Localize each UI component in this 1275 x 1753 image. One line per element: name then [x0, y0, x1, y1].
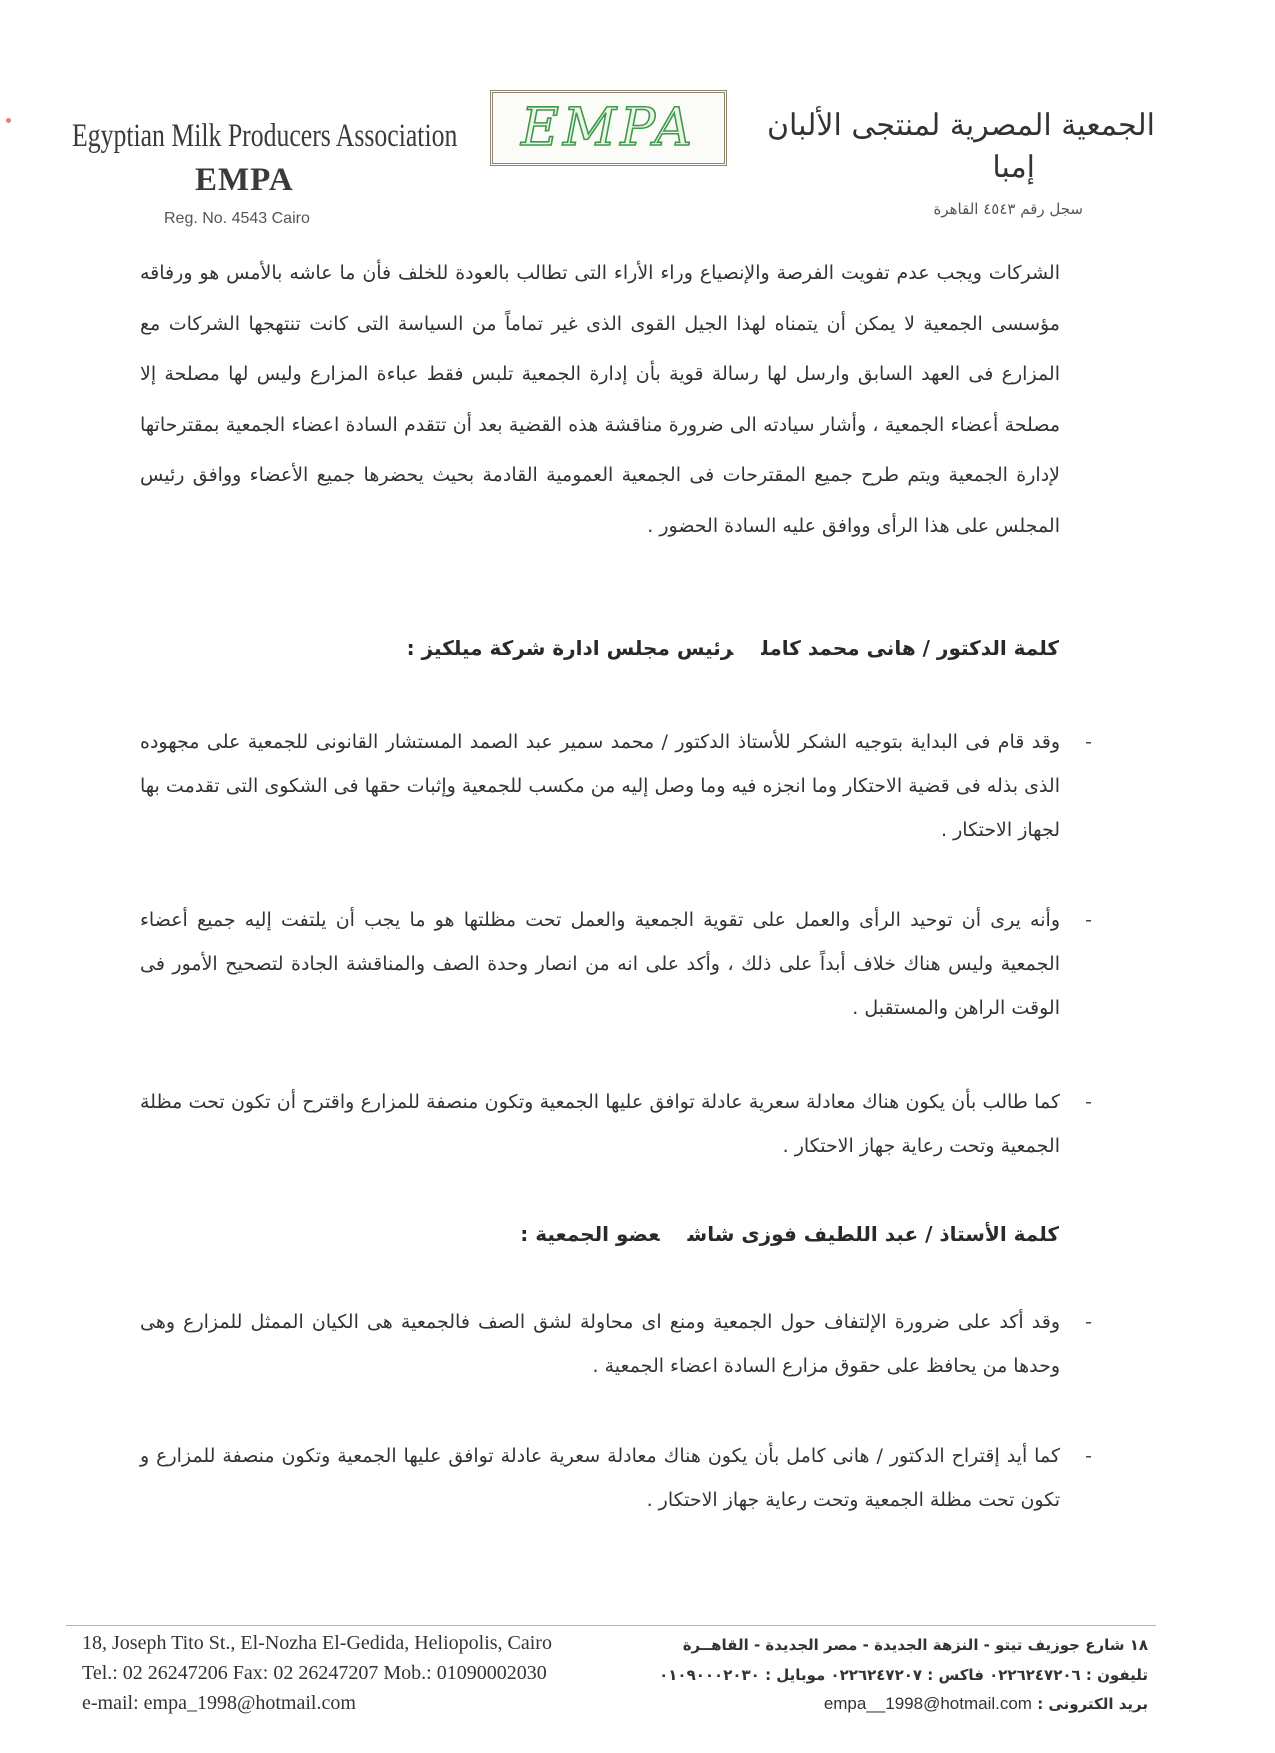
section-heading-abdel-latif	[520, 1222, 1059, 1246]
section-heading-role: رئيس مجلس ادارة شركة ميلكيز :	[406, 636, 734, 660]
section-heading-hani-kamel	[407, 636, 1059, 660]
footer-address-ar: ١٨ شارع جوزيف تيتو - النزهة الجديدة - مصر الجديدة - القاهــرة	[682, 1636, 1148, 1654]
footer-phones-ar: تليفون : ٠٢٢٦٢٤٧٢٠٦ فاكس : ٠٢٢٦٢٤٧٢٠٧ موبايل : ٠١٠٩٠٠٠٢٠٣٠	[659, 1666, 1148, 1684]
section-heading-role: عضو الجمعية :	[520, 1222, 660, 1246]
english-registration: Reg. No. 4543 Cairo	[164, 210, 310, 227]
bullet-item	[140, 720, 1092, 852]
bullet-text: كما أيد إقتراح الدكتور / هانى كامل بأن يكون هناك معادلة سعرية عادلة توافق عليها الجمعية وتكون منصفة للمزارع و تكون تحت مظلة الجمعية وتحت رعاية جهاز الاحتكار .	[140, 1445, 1060, 1511]
arabic-registration: سجل رقم ٤٥٤٣ القاهرة	[933, 200, 1083, 218]
footer-address-en: 18, Joseph Tito St., El-Nozha El-Gedida, Heliopolis, Cairo	[82, 1632, 552, 1654]
intro-paragraph: الشركات ويجب عدم تفويت الفرصة والإنصياع وراء الأراء التى تطالب بالعودة للخلف فأن ما عاشه بالأمس هو ورفاقه مؤسسى الجمعية لا يمكن أن يتمناه لهذا الجيل القوى الذى غير تماماً من السياسة التى كانت تنتهجها الشركات مع المزارع فى العهد السابق وارسل لها رسالة قوية بأن إدارة الجمعية تلبس فقط عباءة المزارع وليس لها مصلحة إلا مصلحة أعضاء الجمعية ، وأشار سيادته الى ضرورة مناقشة هذه القضية بعد أن تتقدم السادة اعضاء الجمعية بمقترحاتها لإدارة الجمعية ويتم طرح جميع المقترحات فى الجمعية العمومية القادمة بحيث يحضرها جميع الأعضاء ووافق رئيس المجلس على هذا الرأى ووافق عليه السادة الحضور .	[140, 262, 1060, 537]
footer-email-ar	[824, 1694, 1148, 1714]
arabic-association-name: الجمعية المصرية لمنتجى الألبان	[767, 108, 1155, 143]
footer-email-en: e-mail: empa_1998@hotmail.com	[82, 1692, 356, 1714]
bullet-text: كما طالب بأن يكون هناك معادلة سعرية عادلة توافق عليها الجمعية وتكون منصفة للمزارع واقترح أن تكون تحت مظلة الجمعية وتحت رعاية جهاز الاحتكار .	[140, 1091, 1060, 1157]
footer-phones-en: Tel.: 02 26247206 Fax: 02 26247207 Mob.: 01090002030	[82, 1662, 547, 1684]
stray-dot	[6, 118, 11, 123]
bullet-dash: -	[1085, 909, 1092, 931]
footer-divider	[66, 1625, 1156, 1626]
bullet-dash: -	[1085, 731, 1092, 753]
section-heading-name: كلمة الأستاذ / عبد اللطيف فوزى شاش	[687, 1222, 1059, 1246]
bullet-item	[140, 1300, 1092, 1388]
bullet-text: وقد أكد على ضرورة الإلتفاف حول الجمعية ومنع اى محاولة لشق الصف فالجمعية هى الكيان الممثل للمزارع وهى وحدها من يحافظ على حقوق مزارع السادة اعضاء الجمعية .	[140, 1311, 1060, 1377]
english-association-name: Egyptian Milk Producers Association	[72, 118, 458, 154]
footer-email-ar-value: empa__1998@hotmail.com	[823, 1694, 1032, 1713]
bullet-text: وقد قام فى البداية بتوجيه الشكر للأستاذ الدكتور / محمد سمير عبد الصمد المستشار القانونى للجمعية على مجهوده الذى بذله فى قضية الاحتكار وما انجزه فيه وما وصل إليه من مكسب للجمعية وإثبات حقها فى الشكوى التى تقدمت بها لجهاز الاحتكار .	[140, 731, 1060, 841]
bullet-dash: -	[1085, 1445, 1092, 1467]
bullet-item	[140, 1434, 1092, 1522]
empa-logo	[490, 90, 727, 166]
bullet-item	[140, 898, 1092, 1030]
bullet-item	[140, 1080, 1092, 1168]
footer-email-ar-label: بريد الكترونى :	[1037, 1695, 1148, 1713]
bullet-dash: -	[1085, 1091, 1092, 1113]
english-abbreviation: EMPA	[195, 162, 294, 198]
arabic-abbreviation: إمبا	[992, 150, 1035, 185]
bullet-text: وأنه يرى أن توحيد الرأى والعمل على تقوية الجمعية والعمل تحت مظلتها هو ما يجب أن يلتفت إليه جميع أعضاء الجمعية وليس هناك خلاف أبداً على ذلك ، وأكد على انه من انصار وحدة الصف والمناقشة الجادة لتصحيح الأمور فى الوقت الراهن والمستقبل .	[140, 909, 1060, 1019]
bullet-dash: -	[1085, 1311, 1092, 1333]
section-heading-name: كلمة الدكتور / هانى محمد كامل	[761, 636, 1059, 660]
logo-text: EMPA	[521, 98, 696, 158]
